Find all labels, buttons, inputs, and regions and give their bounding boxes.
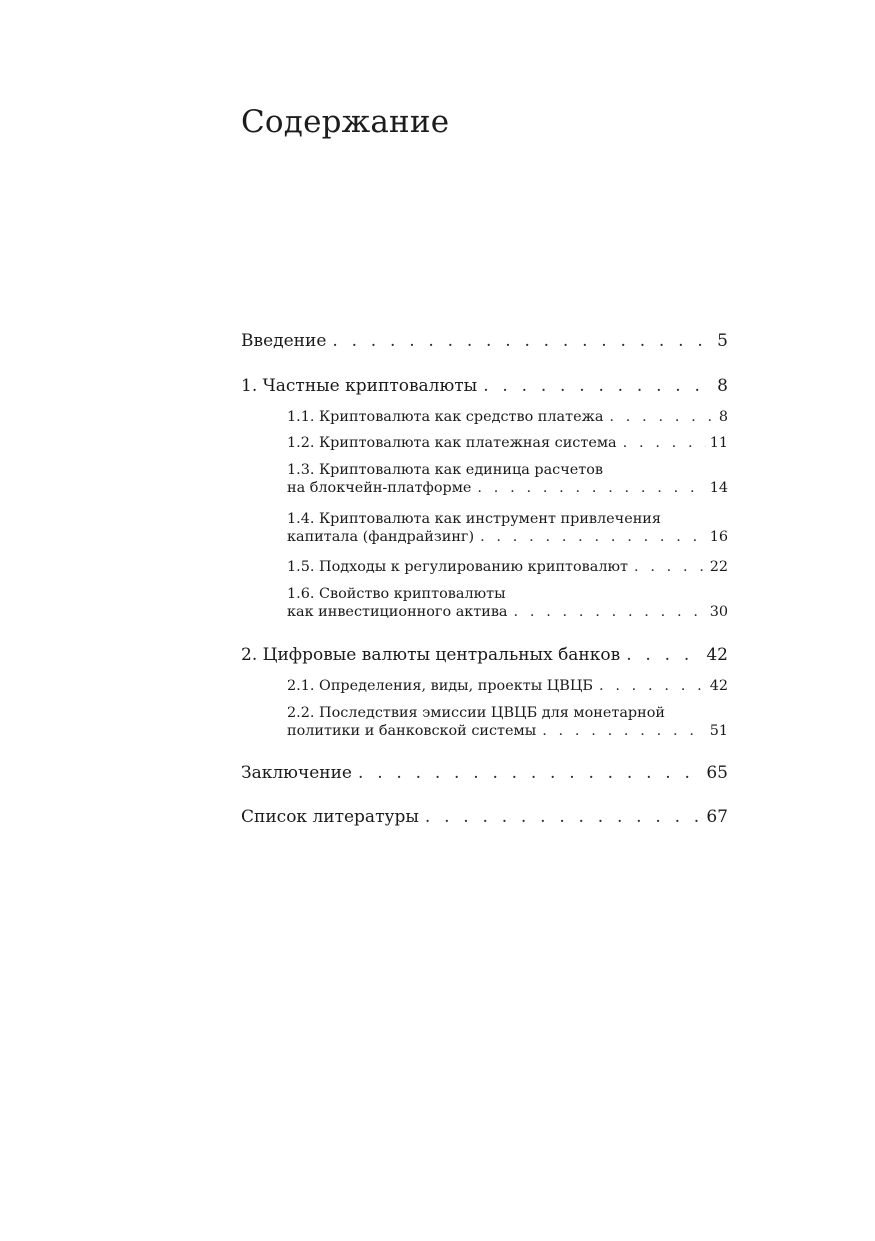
dot-leader bbox=[626, 645, 702, 665]
toc-page-number: 51 bbox=[709, 723, 728, 739]
toc-entry-title-line-2: на блокчейн-платформе bbox=[287, 480, 472, 496]
toc-entry-title-line-2: капитала (фандрайзинг) bbox=[287, 529, 475, 545]
toc-entry-title: 1.5. Подходы к регулированию криптовалют bbox=[287, 559, 628, 575]
dot-leader bbox=[542, 723, 706, 739]
toc-entry-title-line-1: 1.6. Свойство криптовалюты bbox=[287, 586, 506, 602]
toc-entry-section-1-1[interactable] bbox=[287, 409, 728, 425]
toc-page-number: 42 bbox=[709, 678, 728, 694]
dot-leader bbox=[609, 409, 714, 425]
dot-leader bbox=[332, 331, 713, 351]
toc-page-number: 5 bbox=[717, 331, 728, 351]
dot-leader bbox=[480, 529, 706, 545]
dot-leader bbox=[425, 807, 702, 827]
dot-leader bbox=[514, 604, 706, 620]
toc-entry-title-line-1: 1.4. Криптовалюта как инструмент привлечения bbox=[287, 511, 661, 527]
toc-entry-section-2-1[interactable] bbox=[287, 678, 728, 694]
toc-entry-title: 1.2. Криптовалюта как платежная система bbox=[287, 435, 617, 451]
toc-entry-title: 2.1. Определения, виды, проекты ЦВЦБ bbox=[287, 678, 593, 694]
toc-entry-conclusion[interactable] bbox=[241, 763, 728, 783]
toc-entry-section-1-6[interactable] bbox=[287, 586, 728, 620]
page-title: Содержание bbox=[241, 104, 450, 140]
toc-entry-references[interactable] bbox=[241, 807, 728, 827]
toc-page-number: 14 bbox=[709, 480, 728, 496]
dot-leader bbox=[634, 559, 706, 575]
toc-entry-title: 1.1. Криптовалюта как средство платежа bbox=[287, 409, 604, 425]
toc-entry-section-1-3[interactable] bbox=[287, 462, 728, 496]
toc-entry-section-2-2[interactable] bbox=[287, 705, 728, 739]
dot-leader bbox=[358, 763, 702, 783]
toc-page-number: 22 bbox=[709, 559, 728, 575]
toc-entry-chapter-2[interactable] bbox=[241, 645, 728, 665]
toc-entry-section-1-5[interactable] bbox=[287, 559, 728, 575]
toc-entry-title-line-1: 2.2. Последствия эмиссии ЦВЦБ для монетарной bbox=[287, 705, 665, 721]
toc-page-number: 30 bbox=[709, 604, 728, 620]
toc-entry-intro[interactable] bbox=[241, 331, 728, 351]
toc-page-number: 67 bbox=[706, 807, 728, 827]
toc-entry-title: Введение bbox=[241, 331, 327, 351]
toc-page-number: 8 bbox=[718, 409, 728, 425]
toc-page-number: 8 bbox=[717, 376, 728, 396]
toc-entry-title: Заключение bbox=[241, 763, 352, 783]
toc-entry-title-line-1: 1.3. Криптовалюта как единица расчетов bbox=[287, 462, 603, 478]
toc-entry-chapter-1[interactable] bbox=[241, 376, 728, 396]
toc-entry-section-1-2[interactable] bbox=[287, 435, 728, 451]
toc-entry-title: 1. Частные криптовалюты bbox=[241, 376, 478, 396]
toc-entry-title-line-2: как инвестиционного актива bbox=[287, 604, 508, 620]
toc-page-number: 16 bbox=[709, 529, 728, 545]
toc-page-number: 11 bbox=[709, 435, 728, 451]
toc-page-number: 65 bbox=[706, 763, 728, 783]
toc-page-number: 42 bbox=[706, 645, 728, 665]
dot-leader bbox=[623, 435, 706, 451]
toc-entry-title: Список литературы bbox=[241, 807, 419, 827]
toc-entry-section-1-4[interactable] bbox=[287, 511, 728, 545]
dot-leader bbox=[483, 376, 713, 396]
toc-entry-title-line-2: политики и банковской системы bbox=[287, 723, 537, 739]
dot-leader bbox=[477, 480, 705, 496]
dot-leader bbox=[599, 678, 706, 694]
toc-entry-title: 2. Цифровые валюты центральных банков bbox=[241, 645, 621, 665]
